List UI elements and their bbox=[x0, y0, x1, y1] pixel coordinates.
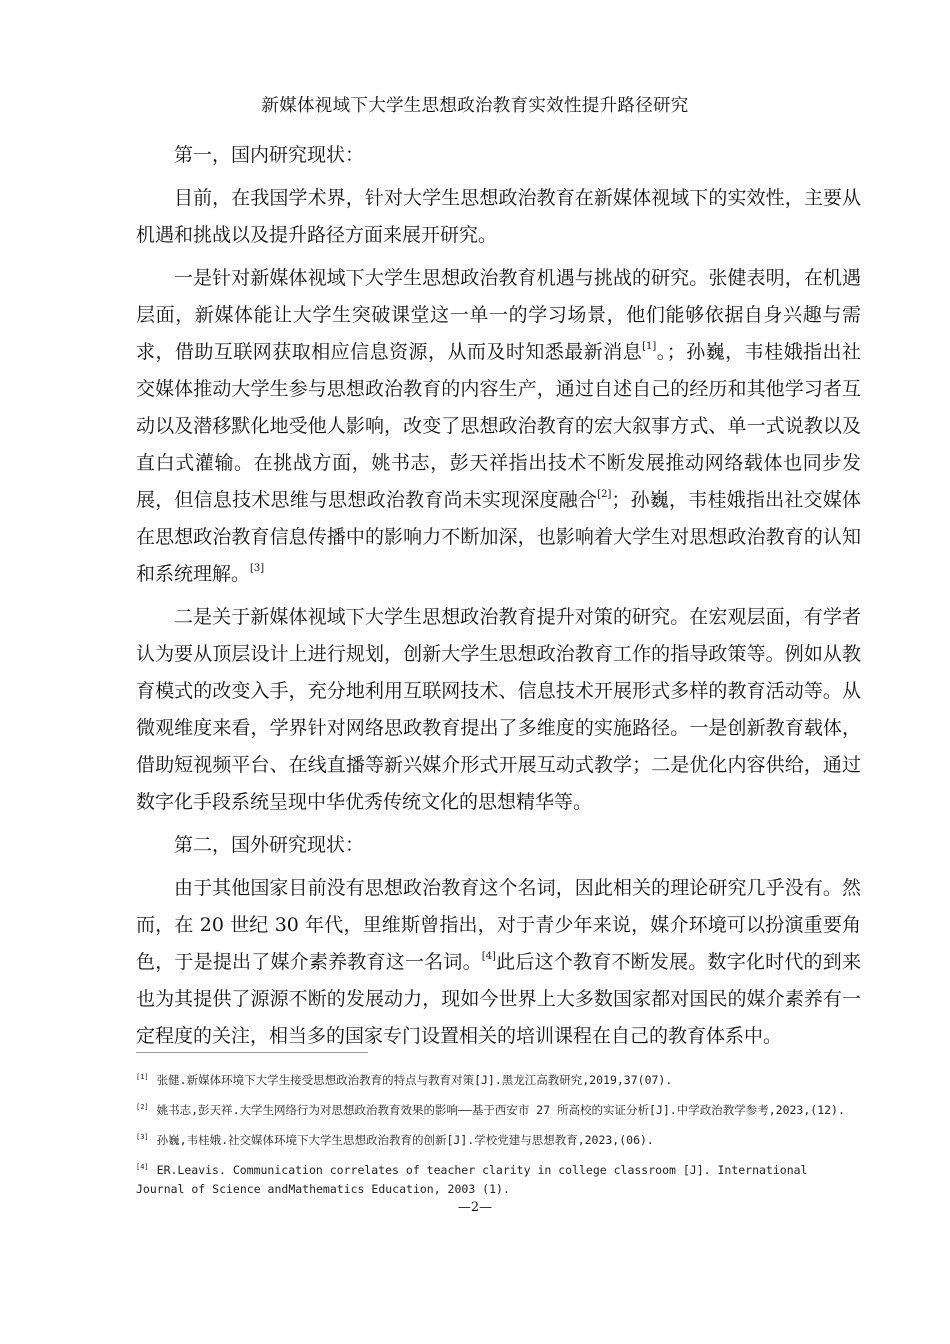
citation-ref-3: [3] bbox=[250, 563, 265, 574]
section-heading-foreign: 第二，国外研究现状： bbox=[174, 834, 365, 856]
citation-ref-4: [4] bbox=[481, 951, 496, 962]
footnote-2 bbox=[136, 1098, 861, 1120]
document-body bbox=[136, 137, 861, 1061]
paragraph-text: 此后这个教育不断发展。数字化时代的到来也为其提供了源源不断的发展动力，现如今世界上大多数国家都对国民的媒介素养有一定程度的关注，相当多的国家专门设置相关的培训课程在自己的教育体系中。 bbox=[136, 951, 861, 1047]
paragraph-opportunities bbox=[136, 260, 861, 593]
footnote-marker: [3] bbox=[136, 1133, 149, 1141]
footnote-3 bbox=[136, 1128, 861, 1150]
paragraph-countermeasures: 二是关于新媒体视域下大学生思想政治教育提升对策的研究。在宏观层面，有学者认为要从顶层设计上进行规划，创新大学生思想政治教育工作的指导政策等。例如从教育模式的改变入手，充分地利用互联网技术、信息技术开展形式多样的教育活动等。从微观维度来看，学界针对网络思政教育提出了多维度的实施路径。一是创新教育载体，借助短视频平台、在线直播等新兴媒介形式开展互动式教学；二是优化内容供给，通过数字化手段系统呈现中华优秀传统文化的思想精华等。 bbox=[136, 606, 861, 813]
footnote-marker: [4] bbox=[136, 1163, 149, 1171]
footnote-divider bbox=[136, 1052, 368, 1053]
footnote-text: ER.Leavis. Communication correlates of teacher clarity in college classroom [J]. International Journal of Science andMathematics Education, 2003 (1). bbox=[136, 1163, 808, 1196]
footnote-text: 张健.新媒体环境下大学生接受思想政治教育的特点与教育对策[J].黑龙江高教研究,2019,37(07). bbox=[156, 1073, 673, 1087]
page-number: —2— bbox=[457, 1200, 493, 1215]
paragraph-intro: 目前，在我国学术界，针对大学生思想政治教育在新媒体视域下的实效性，主要从机遇和挑战以及提升路径方面来展开研究。 bbox=[136, 187, 861, 246]
paragraph-text: 一是针对新媒体视域下大学生思想政治教育机遇与挑战的研究。张健表明，在机遇层面，新媒体能让大学生突破课堂这一单一的学习场景，他们能够依据自身兴趣与需求，借助互联网获取相应信息资源，从而及时知悉最新消息 bbox=[136, 267, 861, 363]
footnote-1 bbox=[136, 1068, 861, 1090]
citation-ref-1: [1] bbox=[642, 341, 657, 352]
footnotes bbox=[136, 1068, 861, 1207]
paragraph-text: 由于其他国家目前没有思想政治教育这个名词，因此相关的理论研究几乎没有。然而，在 20 世纪 30 年代，里维斯曾指出，对于青少年来说，媒介环境可以扮演重要角色，于是提出了媒介素养教育这一名词。 bbox=[136, 877, 861, 973]
footnote-marker: [1] bbox=[136, 1073, 149, 1081]
document-title: 新媒体视域下大学生思想政治教育实效性提升路径研究 bbox=[261, 96, 689, 116]
citation-ref-2: [2] bbox=[597, 489, 612, 500]
footnote-marker: [2] bbox=[136, 1103, 149, 1111]
paragraph-text: ；孙巍，韦桂娥指出社交媒体在思想政治教育信息传播中的影响力不断加深，也影响着大学生对思想政治教育的认知和系统理解。 bbox=[136, 489, 861, 585]
section-heading-domestic: 第一，国内研究现状： bbox=[174, 144, 365, 166]
paragraph-foreign-research bbox=[136, 870, 861, 1055]
footnote-4 bbox=[136, 1158, 861, 1199]
paragraph-text: 。；孙巍，韦桂娥指出社交媒体推动大学生参与思想政治教育的内容生产，通过自述自己的经历和其他学习者互动以及潜移默化地受他人影响，改变了思想政治教育的宏大叙事方式、单一式说教以及直白式灌输。在挑战方面，姚书志，彭天祥指出技术不断发展推动网络载体也同步发展，但信息技术思维与思想政治教育尚未实现深度融合 bbox=[136, 341, 861, 511]
footnote-text: 姚书志,彭天祥.大学生网络行为对思想政治教育效果的影响——基于西安市 27 所高校的实证分析[J].中学政治教学参考,2023,(12). bbox=[156, 1103, 845, 1117]
footnote-text: 孙巍,韦桂娥.社交媒体环境下大学生思想政治教育的创新[J].学校党建与思想教育,2023,(06). bbox=[156, 1133, 654, 1147]
